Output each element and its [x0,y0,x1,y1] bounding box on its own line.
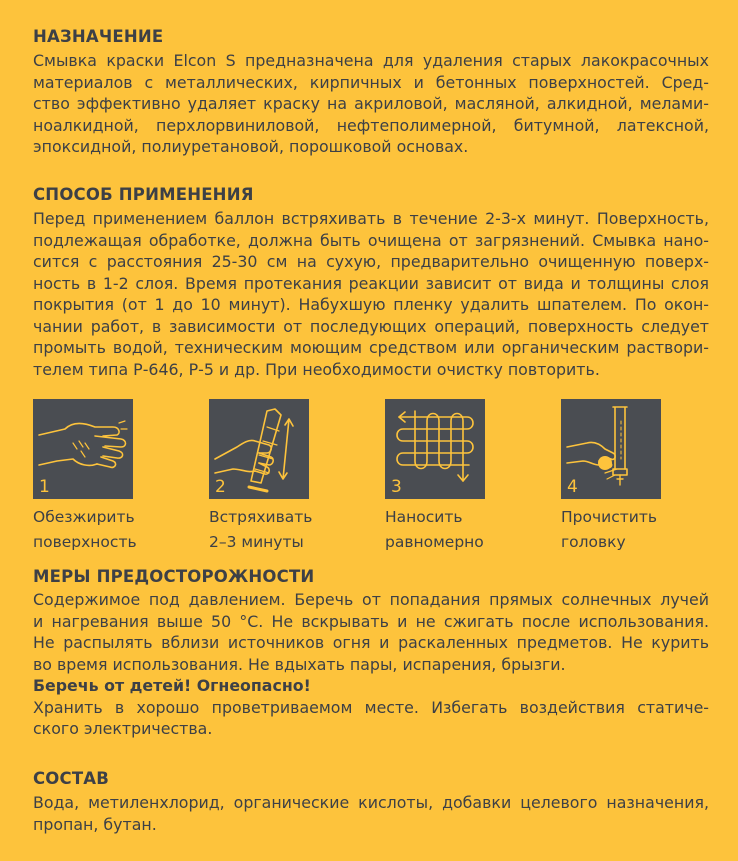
warning-text: Беречь от детей! Огнеопасно! [33,676,311,695]
purpose-heading: НАЗНАЧЕНИЕ [33,27,164,46]
composition-text [33,792,709,835]
step-4-caption-line: головку [561,533,626,551]
step-2 [209,399,379,555]
method-text [33,208,709,380]
composition-line: Вода, метиленхлорид, органические кислоты, добавки целевого назначения, [33,793,709,812]
step-2-caption-line: Встряхивать [209,508,313,526]
step-1-number: 1 [39,477,50,497]
method-line: подлежащая обработке, должна быть очищена от загрязнений. Смывка нано- [33,230,709,250]
step-3-icon-box [385,399,485,499]
method-line: телем типа Р-646, Р-5 и др. При необходимости очистку повторить. [33,359,600,379]
step-4-number: 4 [567,477,578,497]
purpose-line: ство эффективно удаляет краску на акриловой, масляной, алкидной, мелами- [33,94,709,113]
method-heading: СПОСОБ ПРИМЕНЕНИЯ [33,185,254,204]
step-4-caption [561,505,731,555]
storage-line: Хранить в хорошо проветриваемом месте. Избегать воздействия статиче- [33,697,709,717]
method-line: сится с расстояния 25-30 см на сухую, предварительно очищенную поверх- [33,252,709,271]
method-line: покрытия (от 1 до 10 минут). Набухшую пленку удалить шпателем. По окон- [33,295,709,314]
step-1-icon-box [33,399,133,499]
step-2-caption [209,505,379,555]
precautions-text [33,589,709,740]
step-3-caption [385,505,555,555]
purpose-line: Смывка краски Elcon S предназначена для удаления старых лакокрасочных [33,51,709,70]
precautions-line: Содержимое под давлением. Беречь от попадания прямых солнечных лучей [33,590,709,609]
storage-line: ского электричества. [33,719,213,738]
step-2-number: 2 [215,477,226,497]
purpose-line: материалов с металлических, кирпичных и бетонных поверхностей. Сред- [33,72,709,92]
step-1-caption-line: поверхность [33,533,137,551]
step-4-icon-box [561,399,661,499]
step-3 [385,399,555,555]
precautions-heading: МЕРЫ ПРЕДОСТОРОЖНОСТИ [33,567,315,586]
purpose-text [33,50,709,158]
method-line: чании работ, в зависимости от последующих операций, поверхность следует [33,316,709,336]
method-line: Перед применением баллон встряхивать в течение 2-3-х минут. Поверхность, [33,209,709,228]
step-1-caption-line: Обезжирить [33,508,135,526]
step-2-icon-box [209,399,309,499]
step-1-caption [33,505,203,555]
step-3-caption-line: Наносить [385,508,463,526]
step-4-caption-line: Прочистить [561,508,657,526]
step-1 [33,399,203,555]
step-4 [561,399,731,555]
purpose-line: эпоксидной, полиуретановой, порошковой основах. [33,137,469,156]
composition-line: пропан, бутан. [33,814,157,834]
purpose-line: ноалкидной, перхлорвиниловой, нефтеполимерной, битумной, латексной, [33,115,709,135]
step-3-number: 3 [391,477,402,497]
step-2-caption-line: 2–3 минуты [209,533,304,551]
step-3-caption-line: равномерно [385,533,484,551]
method-line: ность в 1-2 слоя. Время протекания реакции зависит от вида и толщины слоя [33,273,709,293]
precautions-line: и нагревания выше 50 °С. Не вскрывать и не сжигать после использования. [33,611,709,631]
precautions-line: Не распылять вблизи источников огня и раскаленных предметов. Не курить [33,633,709,652]
composition-heading: СОСТАВ [33,769,110,788]
precautions-line: во время использования. Не вдыхать пары, испарения, брызги. [33,654,566,674]
method-line: промыть водой, техническим моющим средством или органическим раствори- [33,338,709,357]
